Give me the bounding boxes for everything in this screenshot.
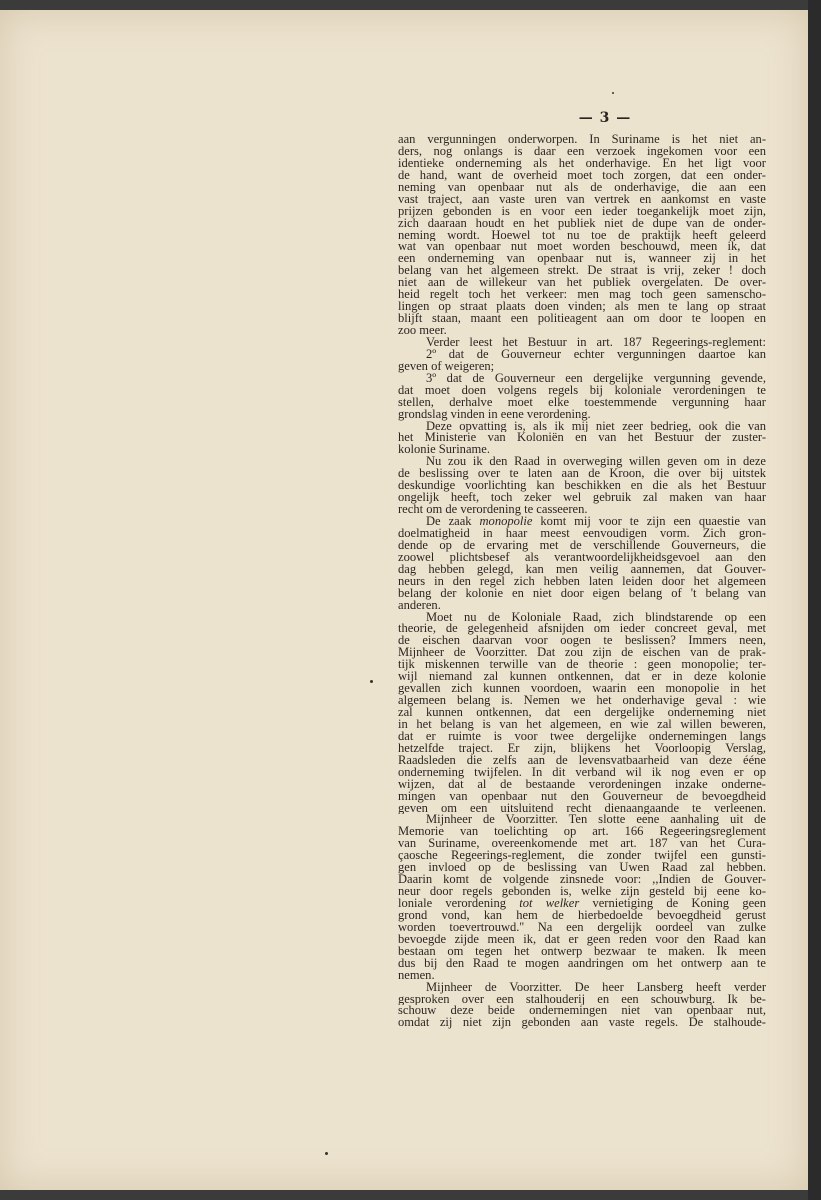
text-line: mingen van openbaar nut den Gouverneur de bevoegdheid bbox=[398, 790, 766, 803]
paper-speck bbox=[325, 1152, 328, 1155]
text-line: omdat zij niet zijn gebonden aan vaste regels. De stalhoude- bbox=[398, 1017, 766, 1030]
text-line: stellen, derhalve moet elke toestemmende vergunning haar bbox=[398, 396, 766, 409]
text-line: dat er ruimte is voor twee dergelijke ondernemingen langs bbox=[398, 730, 766, 743]
text-line: gevallen zich kunnen voordoen, waarin een monopolie in het bbox=[398, 683, 766, 696]
text-line: prijzen gebonden is en voor een ieder toegankelijk moet zijn, bbox=[398, 205, 766, 218]
text-line: kolonie Suriname. bbox=[398, 444, 490, 457]
text-line: geven om een uitsluitend recht dienaangaande te verleenen. bbox=[398, 802, 766, 815]
text-line: çaosche Regeerings-reglement, die zonder twijfel een gunsti- bbox=[398, 850, 766, 863]
text-line: worden toevertrouwd.'' Na een dergelijk oordeel van zulke bbox=[398, 921, 766, 934]
text-line: aan vergunningen onderworpen. In Suriname is het niet an- bbox=[398, 134, 766, 146]
text-line: zoo meer. bbox=[398, 325, 447, 337]
text-line: ongelijk heeft, toch zeker wel gebruik zal maken van haar bbox=[398, 492, 766, 505]
text-line: neming wordt. Hoewel tot nu toe de praktijk heeft geleerd bbox=[398, 229, 766, 242]
text-line: wijl niemand zal kunnen ontkennen, dat er in deze kolonie bbox=[398, 671, 766, 684]
text-line: het Ministerie van Koloniën en van het Bestuur der zuster- bbox=[398, 432, 766, 445]
text-line: neming van openbaar nut als de onderhavige, die aan een bbox=[398, 181, 766, 194]
text-line: niet aan de willekeur van het publiek overgelaten. De over- bbox=[398, 277, 766, 290]
text-line: nemen. bbox=[398, 969, 435, 982]
text-line: neur door regels gebonden is, welke zijn gesteld bij eene ko- bbox=[398, 886, 766, 898]
text-line: tijk miskennen terwille van de theorie : geen monopolie; ter- bbox=[398, 659, 766, 672]
document-page bbox=[0, 10, 808, 1190]
text-line: loniale verordening tot welker vernietiging de Koning geen bbox=[398, 898, 766, 910]
text-line: grond vond, kan hem de hierbedoelde bevoegdheid gerust bbox=[398, 909, 766, 922]
text-line: heid regelt toch het verkeer: men mag toch geen samenscho- bbox=[398, 289, 766, 302]
text-line: Raadsleden die zelfs aan de levensvatbaarheid van deze ééne bbox=[398, 754, 766, 767]
text-line: ders, nog onlangs is daar een verzoek ingekomen voor een bbox=[398, 145, 766, 158]
text-line: Nu zou ik den Raad in overweging willen geven om in deze bbox=[426, 456, 766, 469]
text-line: gen invloed op de beslissing van Uwen Raad zal hebben. bbox=[398, 862, 766, 875]
text-line: theorie, de gelegenheid afsnijden om ieder concreet geval, met bbox=[398, 623, 766, 636]
text-line: Moet nu de Koloniale Raad, zich blindstarende op een bbox=[426, 611, 766, 624]
text-line: Mijnheer de Voorzitter. De heer Lansberg heeft verder bbox=[426, 981, 766, 994]
text-line: Deze opvatting is, als ik mij niet zeer bedrieg, ook die van bbox=[426, 420, 766, 433]
text-line: belang der kolonie en niet door eigen belang of 't belang van bbox=[398, 587, 766, 600]
text-line: Daarin komt de volgende zinsnede voor: ,,Indien de Gouver- bbox=[398, 874, 766, 887]
text-line: dat moet doen volgens regels bij koloniale verordeningen te bbox=[398, 384, 766, 397]
text-line: De zaak monopolie komt mij voor te zijn een quaestie van bbox=[426, 516, 766, 528]
text-line: van Suriname, overeenkomende met art. 187 van het Cura- bbox=[398, 838, 766, 851]
text-line: geven of weigeren; bbox=[398, 360, 495, 373]
text-line: Mijnheer de Voorzitter. Dat zou zijn de eischen van de prak- bbox=[398, 647, 766, 660]
text-line: anderen. bbox=[398, 599, 441, 612]
paper-speck bbox=[370, 680, 373, 683]
text-line: grondslag vinden in eene verordening. bbox=[398, 408, 591, 421]
body-text bbox=[398, 134, 766, 1029]
text-line: in het belang is van het algemeen, en wie zal willen beweren, bbox=[398, 718, 766, 731]
text-line: Verder leest het Bestuur in art. 187 Regeerings-reglement: bbox=[426, 336, 766, 349]
text-line: een onderneming van openbaar nut is, wanneer zij in het bbox=[398, 253, 766, 266]
text-line: wijzen, dat al de bestaande verordeningen inzake onderne- bbox=[398, 778, 766, 791]
text-line: 2º dat de Gouverneur echter vergunningen daartoe kan bbox=[426, 348, 766, 361]
text-line: de beslissing over te laten aan de Kroon, die over bij uitstek bbox=[398, 468, 766, 481]
text-line: Mijnheer de Voorzitter. Ten slotte eene aanhaling uit de bbox=[426, 814, 766, 827]
text-line: blijft staan, maant een politieagent aan om door te loopen en bbox=[398, 313, 766, 325]
text-line: neurs in den regel zich hebben laten leiden door het algemeen bbox=[398, 575, 766, 588]
text-line: gesproken over een stalhouderij en een schouwburg. Ik be- bbox=[398, 993, 766, 1006]
text-line: onderneming twijfelen. In dit verband wil ik nog even er op bbox=[398, 766, 766, 779]
text-line: 3º dat de Gouverneur een dergelijke vergunning gevende, bbox=[426, 372, 766, 385]
text-line: zal kunnen ontkennen, dat een dergelijke onderneming niet bbox=[398, 707, 766, 719]
text-line: lingen op straat plaats doen vinden; als men te lang op straat bbox=[398, 301, 766, 314]
text-line: de eischen daarvan voor oogen te beslissen? Immers neen, bbox=[398, 635, 766, 648]
text-line: zich daaraan houdt en het publiek niet de dupe van de onder- bbox=[398, 217, 766, 230]
text-line: algemeen belang is. Nemen we het onderhavige geval : wie bbox=[398, 695, 766, 707]
text-line: de hand, want de overheid moet toch zorgen, dat een onder- bbox=[398, 169, 766, 182]
text-line: identieke onderneming als het onderhavige. En het ligt voor bbox=[398, 157, 766, 170]
text-line: bestaan om tegen het ontwerp bezwaar te maken. Ik meen bbox=[398, 945, 766, 958]
text-line: dende op de ervaring met de verschillende Gouverneurs, die bbox=[398, 539, 766, 552]
text-line: bevoegde zijde meen ik, dat er geen reden voor den Raad kan bbox=[398, 933, 766, 946]
text-line: belang van het algemeen strekt. De straat is vrij, zeker ! doch bbox=[398, 265, 766, 278]
text-line: vast traject, aan vaste uren van vertrek en aankomst en vaste bbox=[398, 193, 766, 206]
text-line: doelmatigheid in haar meest eenvoudigen vorm. Zich gron- bbox=[398, 527, 766, 540]
text-line: Memorie van toelichting op art. 166 Regeeringsreglement bbox=[398, 826, 766, 839]
scan-edge bbox=[808, 0, 821, 1200]
page-number: — 3 — bbox=[578, 110, 632, 126]
text-line: schouw deze beide ondernemingen niet van openbaar nut, bbox=[398, 1005, 766, 1018]
text-line: dag hebben gelegd, kan men veilig aannemen, dat Gouver- bbox=[398, 563, 766, 576]
text-line: wat van openbaar nut moet worden beschouwd, meen ik, dat bbox=[398, 241, 766, 254]
text-line: zoowel plichtsbesef als verantwoordelijkheidsgevoel aan den bbox=[398, 551, 766, 564]
text-line: deskundige voorlichting kan beschikken en die als het Bestuur bbox=[398, 480, 766, 493]
text-line: recht om de verordening te casseeren. bbox=[398, 504, 588, 516]
text-line: hetzelfde traject. Er zijn, blijkens het Voorloopig Verslag, bbox=[398, 742, 766, 755]
paper-speck bbox=[612, 92, 614, 94]
text-line: dus bij den Raad te mogen aandringen om het ontwerp aan te bbox=[398, 957, 766, 970]
